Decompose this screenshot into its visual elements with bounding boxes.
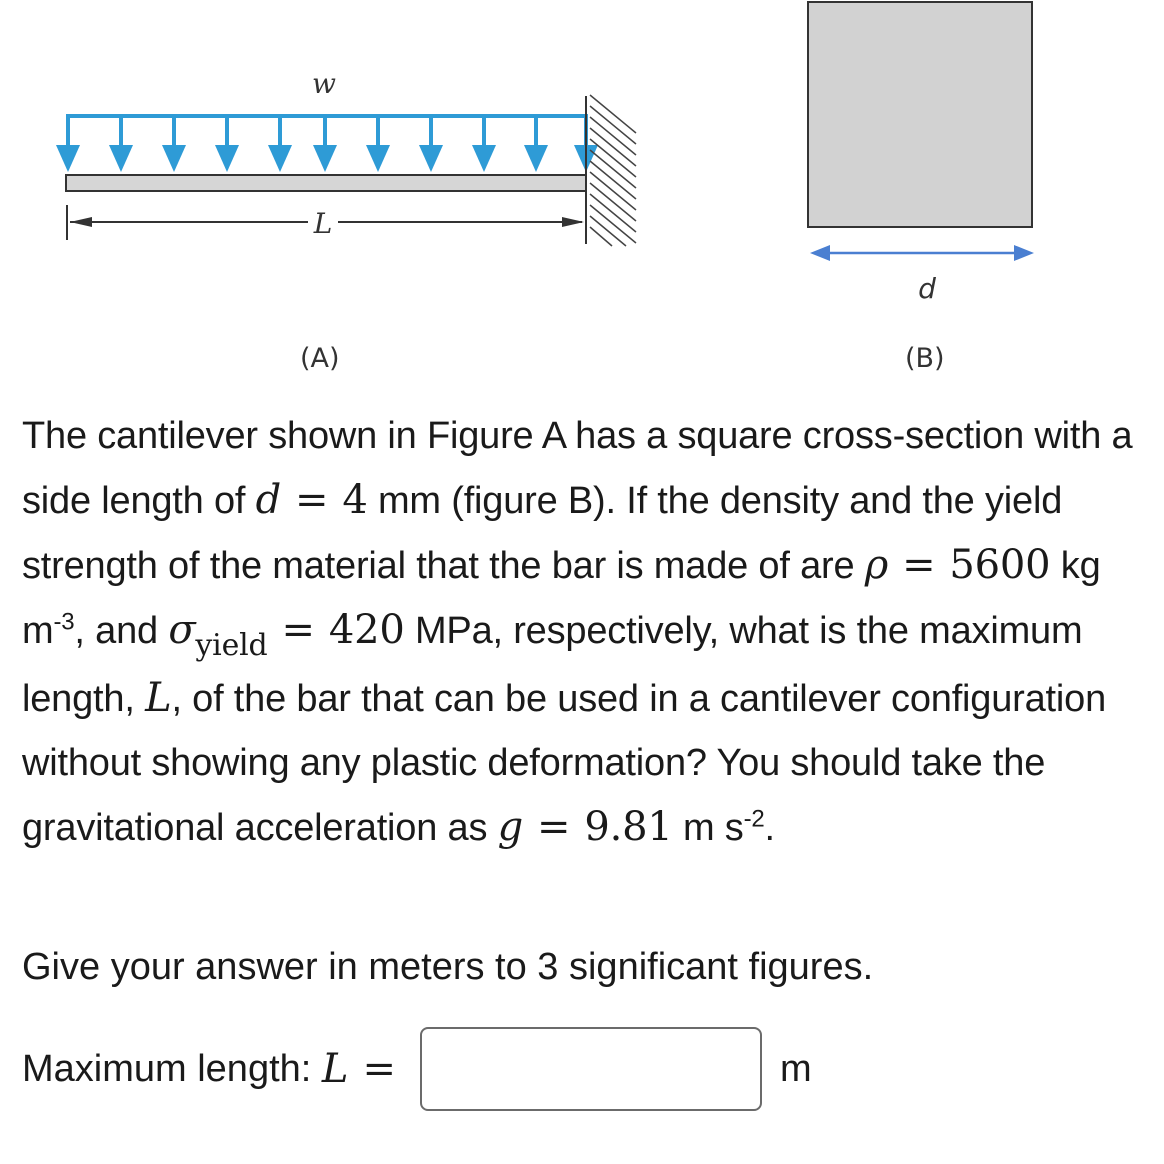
math-rho: ρ (864, 542, 889, 588)
math-g-value: 9.81 (584, 804, 673, 850)
figures-area (0, 0, 1164, 400)
equals-sign: = (902, 542, 936, 588)
answer-instruction: Give your answer in meters to 3 significant figures. (22, 946, 874, 988)
load-arrow (162, 116, 186, 172)
equals-sign: = (281, 607, 315, 653)
square-cross-section (808, 2, 1032, 227)
answer-label: Maximum length: (22, 1047, 312, 1090)
fixed-support (586, 95, 636, 246)
figure-b-caption: (B) (905, 343, 945, 374)
answer-unit: m (779, 1047, 812, 1090)
problem-statement (22, 404, 1142, 860)
load-arrow (56, 116, 80, 172)
problem-text: . (764, 807, 775, 849)
problem-text: MPa, respectively, what is the maximum length, (22, 610, 1083, 720)
load-arrow (524, 116, 548, 172)
load-arrow (366, 116, 390, 172)
answer-row (22, 1024, 812, 1114)
load-label: w (312, 67, 336, 100)
figure-a-caption: (A) (300, 343, 340, 374)
load-arrow (419, 116, 443, 172)
beam (66, 175, 586, 191)
equals-sign: = (537, 804, 571, 850)
load-arrow (109, 116, 133, 172)
answer-equals: = (362, 1046, 396, 1092)
problem-text: m s (682, 807, 744, 849)
side-length-label: d (918, 272, 936, 305)
math-rho-value: 5600 (949, 542, 1051, 588)
math-sigma-value: 420 (328, 607, 405, 653)
gravity-exponent: -2 (743, 805, 765, 833)
math-sigma-subscript: yield (195, 628, 268, 663)
problem-text: The cantilever shown in Figure A has a square cross-section with a side length of (22, 415, 1133, 522)
equals-sign: = (295, 477, 329, 523)
math-g: g (497, 804, 524, 850)
math-sigma: σ (168, 607, 196, 653)
answer-input[interactable] (420, 1027, 762, 1111)
answer-variable: L (321, 1046, 349, 1092)
math-d-value: 4 (342, 477, 368, 523)
load-arrow (268, 116, 292, 172)
distributed-load-arrows (56, 116, 598, 172)
problem-text: kg m (22, 545, 1101, 652)
problem-text: , of the bar that can be used in a cantilever configuration without showing any plastic deformation? You should take the gravitational acceleration as (22, 678, 1107, 849)
math-L: L (145, 675, 172, 721)
side-length-dimension (810, 245, 1034, 261)
problem-text: mm (figure B). If the density and the yield strength of the material that the bar is made of are (22, 480, 1063, 587)
problem-text: , and (74, 610, 158, 652)
length-label: L (313, 207, 333, 240)
figure-a-cantilever-diagram (0, 0, 1164, 400)
load-arrow (472, 116, 496, 172)
math-d: d (255, 477, 282, 523)
density-exponent: -3 (53, 608, 75, 636)
load-arrow (215, 116, 239, 172)
load-arrow (313, 116, 337, 172)
